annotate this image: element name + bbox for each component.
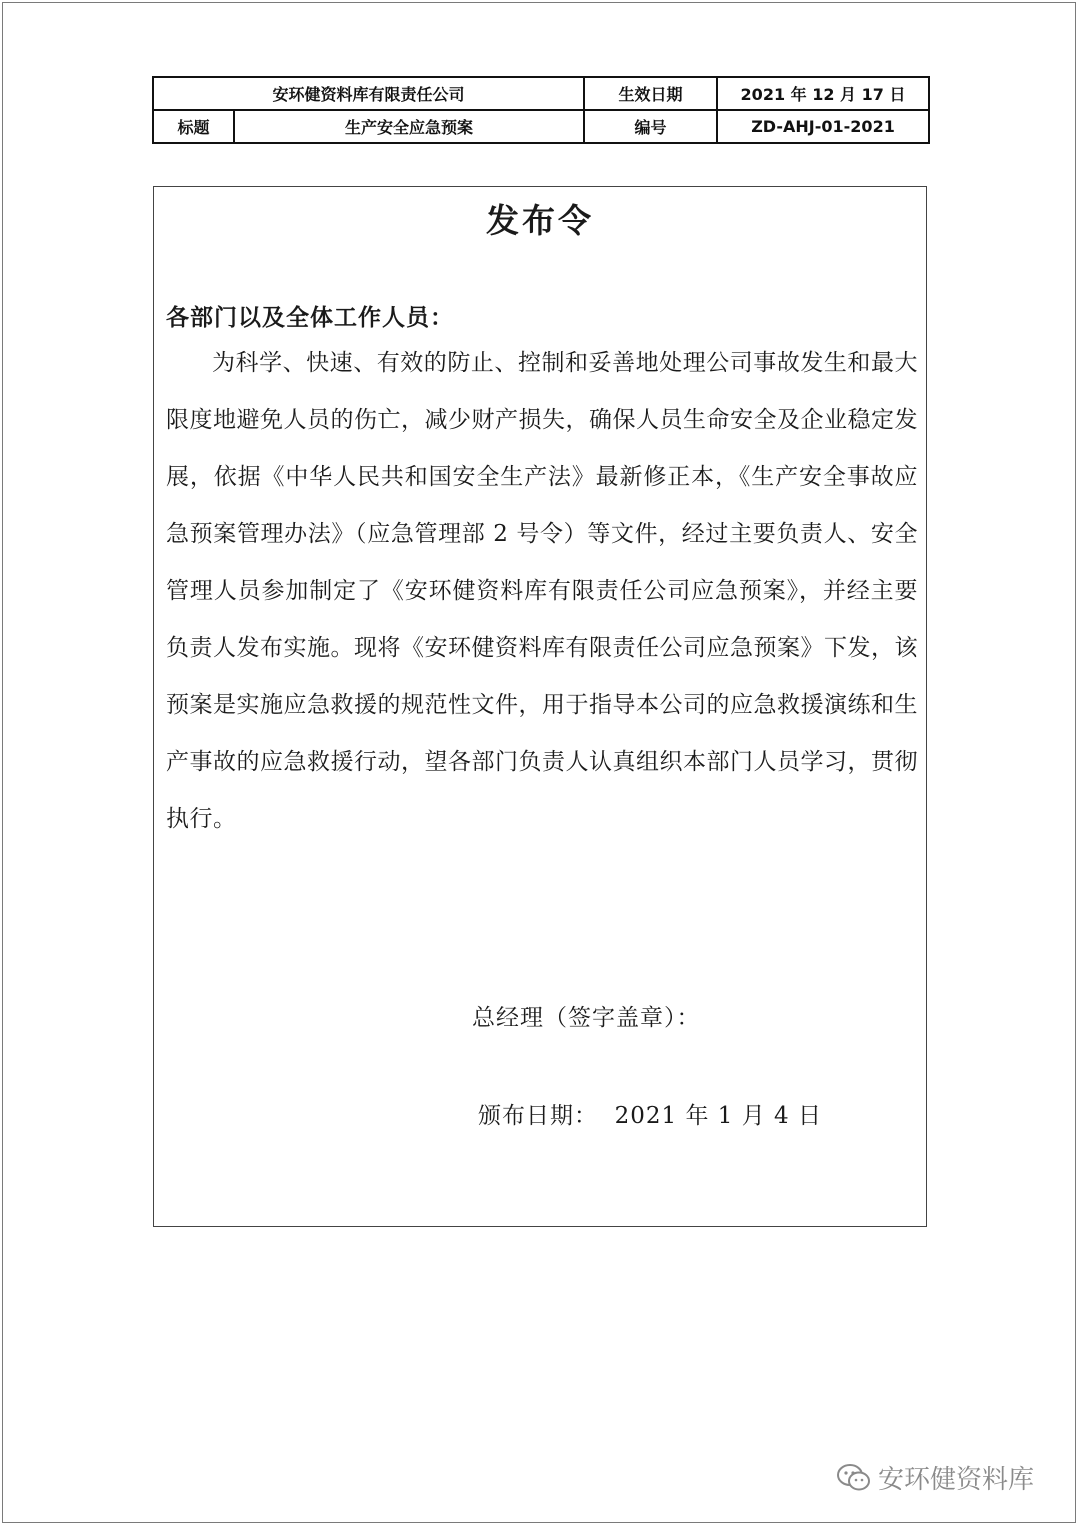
signature-line: 总经理（签字盖章）： bbox=[472, 1005, 701, 1031]
document-header-table bbox=[152, 76, 930, 144]
effective-date-label: 生效日期 bbox=[584, 77, 717, 110]
title-label: 标题 bbox=[153, 110, 234, 143]
document-body-box bbox=[153, 186, 927, 1227]
effective-date-value: 2021 年 12 月 17 日 bbox=[717, 77, 929, 110]
doc-number-value: ZD-AHJ-01-2021 bbox=[717, 110, 929, 143]
document-heading: 发布令 bbox=[486, 201, 594, 240]
doc-number-label: 编号 bbox=[584, 110, 717, 143]
watermark-text: 安环健资料库 bbox=[878, 1465, 1035, 1495]
issue-date-value: 2021 年 1 月 4 日 bbox=[614, 1103, 822, 1129]
issue-date-label: 颁布日期： bbox=[478, 1103, 598, 1129]
issue-date-line bbox=[478, 1097, 822, 1130]
source-watermark bbox=[836, 1459, 1034, 1496]
company-name-cell: 安环健资料库有限责任公司 bbox=[153, 77, 584, 110]
salutation: 各部门以及全体工作人员： bbox=[166, 305, 454, 331]
wechat-icon bbox=[836, 1463, 872, 1493]
body-paragraph: 为科学、快速、有效的防止、控制和妥善地处理公司事故发生和最大限度地避免人员的伤亡，减少财产损失，确保人员生命安全及企业稳定发展，依据《中华人民共和国安全生产法》最新修正本，《生产安全事故应急预案管理办法》（应急管理部 2 号令）等文件，经过主要负责人、安全管理人员参加制定了《安环健资料库有限责任公司应急预案》，并经主要负责人发布实施。现将《安环健资料库有限责任公司应急预案》下发，该预案是实施应急救援的规范性文件，用于指导本公司的应急救援演练和生产事故的应急救援行动，望各部门负责人认真组织本部门人员学习，贯彻执行。 bbox=[166, 350, 918, 832]
title-value: 生产安全应急预案 bbox=[234, 110, 584, 143]
